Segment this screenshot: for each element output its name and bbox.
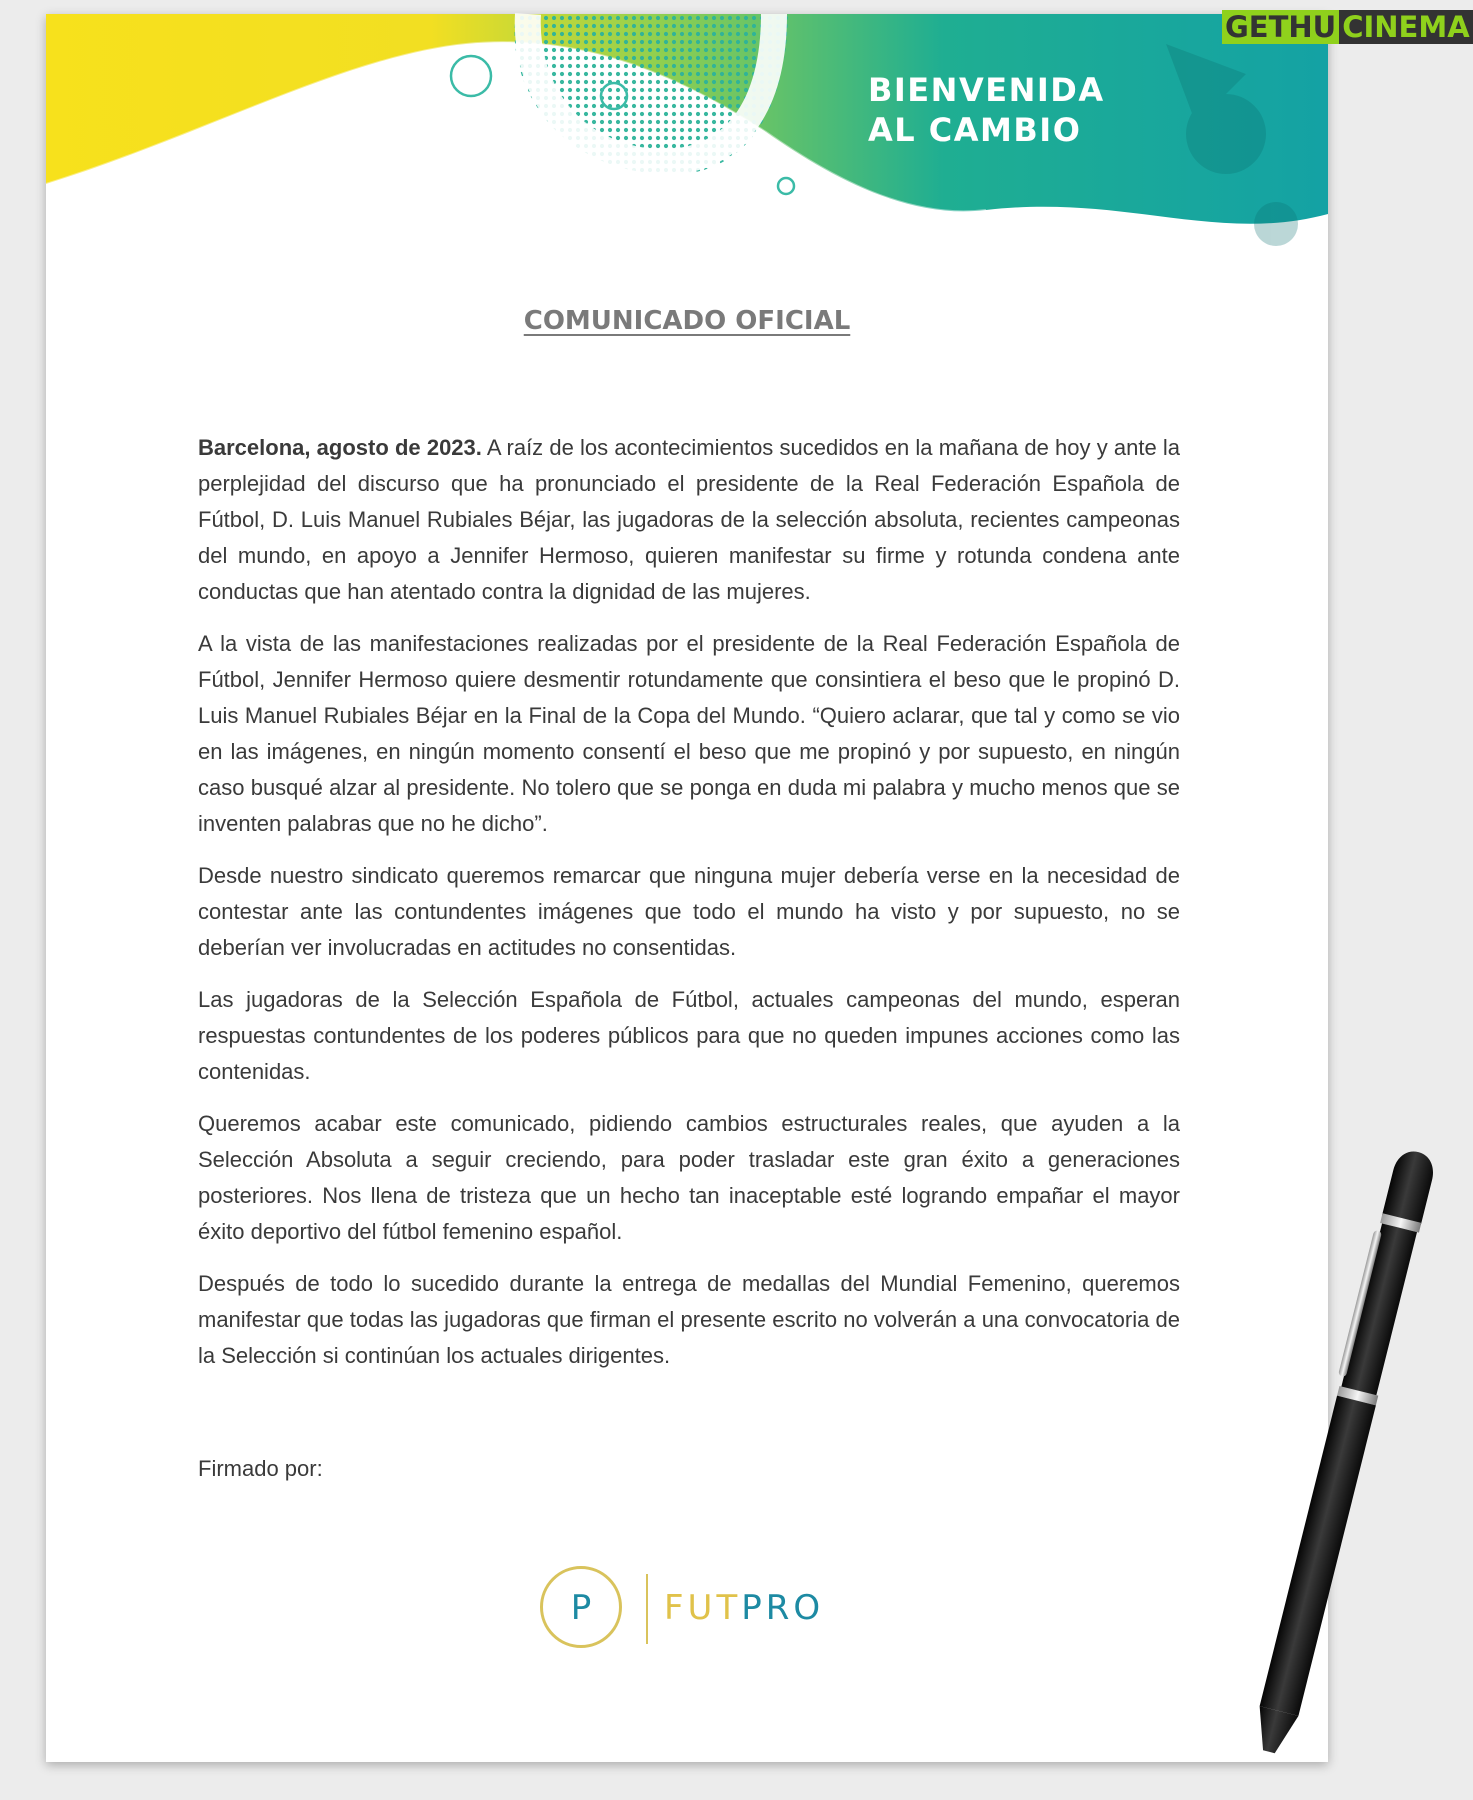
paragraph-4: Las jugadoras de la Selección Española de Fútbol, actuales campeonas del mundo, esperan respuestas contundentes de los poderes públicos para que no queden impunes acciones como las contenidas. xyxy=(198,987,1180,1084)
document-page xyxy=(46,14,1328,1762)
header-banner xyxy=(46,14,1328,254)
signed-by: Firmado por: xyxy=(198,1456,323,1481)
header-title xyxy=(868,70,1105,150)
paragraph-1 xyxy=(198,430,1180,610)
document-body xyxy=(198,430,1180,1390)
paragraph-3: Desde nuestro sindicato queremos remarcar que ninguna mujer debería verse en la necesidad de contestar ante las contundentes imágenes que todo el mundo ha visto y por supuesto, no se deberían ver involucradas en actitudes no consentidas. xyxy=(198,863,1180,960)
watermark-logo xyxy=(1222,6,1470,48)
logo-divider xyxy=(646,1574,648,1644)
futpro-logo-mark xyxy=(540,1566,622,1648)
wordmark-pro: PRO xyxy=(741,1588,825,1628)
paragraph-1-text: A raíz de los acontecimientos sucedidos en la mañana de hoy y ante la perplejidad del discurso que ha pronunciado el presidente de la Real Federación Española de Fútbol, D. Luis Manuel Rubiales Béjar, las jugadoras de la selección absoluta, recientes campeonas del mundo, en apoyo a Jennifer Hermoso, quieren manifestar su firme y rotunda condena ante conductas que han atentado contra la dignidad de las mujeres. xyxy=(198,435,1180,604)
watermark-part2: CINEMA xyxy=(1339,10,1472,44)
paragraph-6: Después de todo lo sucedido durante la entrega de medallas del Mundial Femenino, queremos manifestar que todas las jugadoras que firman el presente escrito no volverán a una convocatoria de la Selección si continúan los actuales dirigentes. xyxy=(198,1271,1180,1368)
paragraph-5: Queremos acabar este comunicado, pidiendo cambios estructurales reales, que ayuden a la Selección Absoluta a seguir creciendo, para poder trasladar este gran éxito a generaciones posteriores. Nos llena de tristeza que un hecho tan inaceptable esté logrando empañar el mayor éxito deportivo del fútbol femenino español. xyxy=(198,1111,1180,1244)
paragraph-2: A la vista de las manifestaciones realizadas por el presidente de la Real Federación Española de Fútbol, Jennifer Hermoso quiere desmentir rotundamente que consintiera el beso que le propinó D. Luis Manuel Rubiales Béjar en la Final de la Copa del Mundo. “Quiero aclarar, que tal y como se vio en las imágenes, en ningún momento consentí el beso que me propinó y por supuesto, en ningún caso busqué alzar al presidente. No tolero que se ponga en duda mi palabra y mucho menos que se inventen palabras que no he dicho”. xyxy=(198,631,1180,836)
header-title-line1: BIENVENIDA xyxy=(868,71,1105,109)
watermark-part1: GETHU xyxy=(1222,10,1339,44)
wordmark-fut: FUT xyxy=(664,1588,742,1628)
pen-image xyxy=(1240,1130,1440,1770)
document-title: COMUNICADO OFICIAL xyxy=(523,306,851,336)
futpro-logo xyxy=(540,1566,840,1656)
logo-mark-letter: P xyxy=(570,1588,592,1628)
paragraph-lead: Barcelona, agosto de 2023. xyxy=(198,435,482,460)
header-title-line2: AL CAMBIO xyxy=(868,111,1082,149)
futpro-wordmark xyxy=(664,1588,824,1628)
